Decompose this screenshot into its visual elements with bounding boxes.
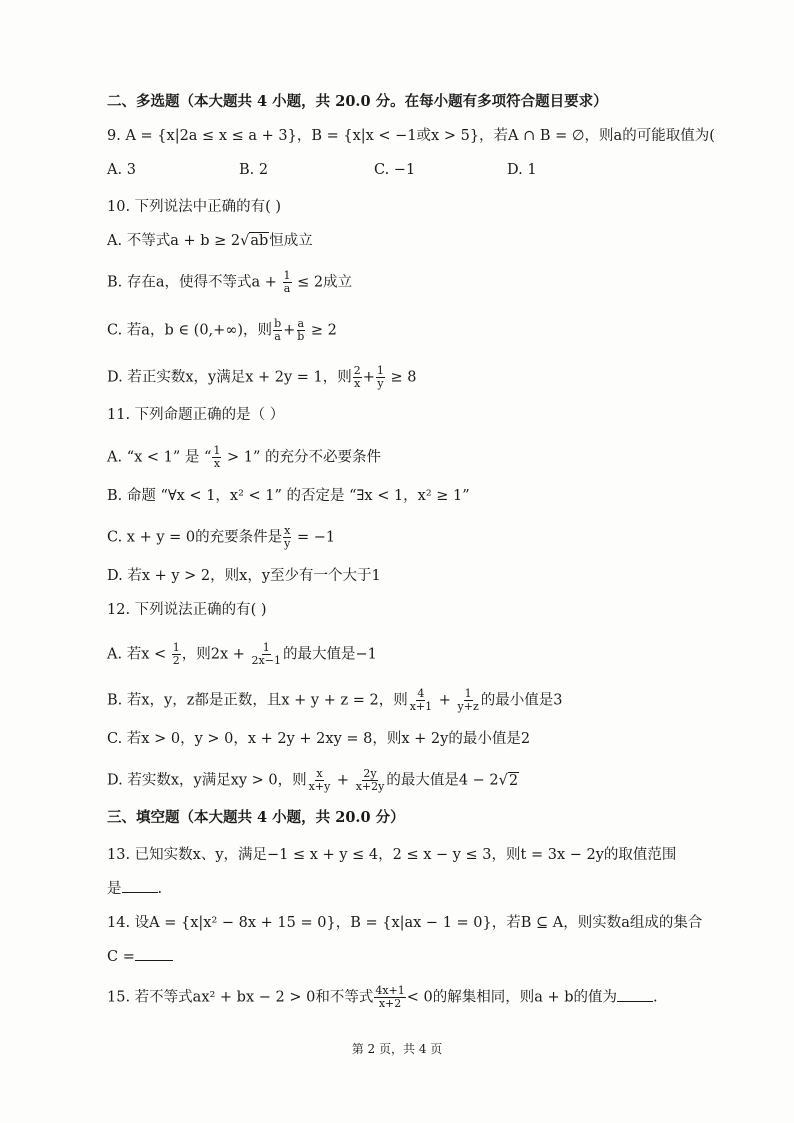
denominator: 2x−1 (251, 654, 281, 667)
denominator: x+1 (409, 700, 433, 713)
denominator: y (284, 537, 291, 550)
option-text: > 1” 的充分不必要条件 (227, 449, 382, 466)
denominator: a (283, 282, 291, 295)
fraction (172, 642, 181, 667)
question-text: < 0的解集相同，则a + b的值为 (406, 989, 618, 1006)
denominator: x (354, 377, 361, 390)
answer-prefix: 是 (107, 881, 122, 897)
option-text: C. 若a，b ∈ (0,+∞)，则 (107, 322, 273, 339)
fraction (283, 525, 291, 550)
option-text: C. x + y = 0的充要条件是 (107, 529, 283, 546)
option-text: 的最大值是4 − 2 (386, 772, 499, 789)
option-text: D. 若正实数x，y满足x + 2y = 1，则 (107, 369, 352, 386)
set-b-condition: B = {x|x < −1或x > 5}，若A ∩ B = ∅，则a的可能取值为( (311, 128, 715, 144)
denominator: y+z (457, 700, 479, 713)
question-10-option-d (107, 365, 417, 390)
answer-blank[interactable] (617, 987, 653, 1002)
option-text: A. “x < 1” 是 “ (107, 449, 212, 466)
question-11-option-b: B. 命题 “∀x < 1，x² < 1” 的否定是 “∃x < 1，x² ≥ 1” (107, 488, 470, 504)
section-3-title: 三、填空题（本大题共 4 小题，共 20.0 分） (107, 809, 405, 826)
fraction (251, 642, 282, 667)
plus-sign: + (336, 772, 350, 789)
question-13-line-1: 13. 已知实数x、y，满足−1 ≤ x + y ≤ 4，2 ≤ x − y ≤ 3，则t = 3x − 2y的取值范围 (107, 847, 677, 863)
option-text: ，则2x + (181, 646, 245, 663)
question-11-option-c (107, 525, 335, 550)
answer-prefix: C = (107, 949, 135, 965)
question-10-option-b (107, 270, 352, 295)
fraction (353, 365, 362, 390)
option-text: 的最小值是3 (480, 692, 563, 709)
option-text: 恒成立 (269, 233, 313, 249)
numerator: a (297, 317, 305, 330)
question-12-option-c: C. 若x > 0，y > 0，x + 2y + 2xy = 8，则x + 2y的最小值是2 (107, 731, 531, 747)
option-text: B. 若x，y，z都是正数，且x + y + z = 2，则 (107, 692, 408, 709)
question-10-title: 10. 下列说法中正确的有( ) (107, 199, 282, 215)
option-text: ≥ 2 (310, 322, 337, 339)
fraction (355, 768, 386, 793)
period: . (157, 881, 163, 897)
period: . (653, 989, 658, 1006)
option-text: A. 若x < (107, 646, 167, 663)
numerator: 1 (464, 687, 472, 700)
denominator: y (377, 377, 384, 390)
denominator: x+2 (378, 997, 402, 1010)
denominator: x+2y (355, 780, 385, 793)
question-10-option-c (107, 318, 337, 343)
option-d: D. 1 (507, 162, 537, 178)
square-root: 2 (508, 772, 519, 789)
numerator: 1 (283, 269, 291, 282)
numerator: 1 (262, 641, 270, 654)
question-12-option-a (107, 642, 377, 667)
numerator: 4x+1 (375, 984, 405, 997)
option-text: = −1 (296, 529, 336, 546)
question-12-option-d: D. 若实数x，y满足xy > 0，则 $\frac{x}{x+y}$ + $\frac{2y}{x+2y}$ 的最大值是4 − 2√2 (107, 767, 519, 793)
numerator: 2 (353, 364, 361, 377)
numerator: x (316, 767, 323, 780)
numerator: x (284, 524, 291, 537)
question-10-option-a: A. 不等式a + b ≥ 2√ab恒成立 (107, 233, 313, 249)
numerator: 1 (376, 364, 384, 377)
fraction (308, 768, 332, 793)
question-9-stem (107, 126, 715, 146)
numerator: 1 (213, 444, 221, 457)
option-text: A. 不等式a + b ≥ 2 (107, 233, 241, 249)
question-9-options (107, 160, 627, 180)
denominator: b (297, 330, 305, 343)
option-text: ≥ 8 (390, 369, 417, 386)
answer-blank[interactable] (135, 946, 173, 961)
question-12-option-b (107, 688, 562, 713)
answer-blank[interactable] (122, 878, 158, 893)
fraction (457, 688, 480, 713)
plus-sign: + (438, 692, 451, 709)
question-number: 9. (107, 128, 121, 144)
question-11-option-a (107, 445, 381, 470)
fraction (409, 688, 433, 713)
denominator: 2 (172, 654, 180, 667)
question-12-title: 12. 下列说法正确的有( ) (107, 602, 267, 618)
question-14-line-1: 14. 设A = {x|x² − 8x + 15 = 0}，B = {x|ax − 1 = 0}，若B ⊆ A，则实数a组成的集合 (107, 915, 703, 931)
fraction (374, 985, 405, 1010)
question-text: 15. 若不等式ax² + bx − 2 > 0和不等式 (107, 989, 374, 1006)
question-11-title: 11. 下列命题正确的是（ ） (107, 407, 285, 423)
denominator: x (213, 457, 221, 470)
question-11-option-d: D. 若x + y > 2，则x，y至少有一个大于1 (107, 568, 381, 584)
fraction (212, 445, 221, 470)
square-root: ab (250, 233, 269, 249)
fraction (283, 270, 292, 295)
question-13-line-2 (107, 878, 162, 899)
page-footer: 第 2 页，共 4 页 (351, 1042, 443, 1056)
numerator: 4 (417, 687, 425, 700)
numerator: 2y (363, 767, 377, 780)
option-text: B. 存在a，使得不等式a + (107, 274, 277, 291)
plus-sign: + (362, 369, 375, 386)
numerator: 1 (172, 641, 180, 654)
fraction (273, 318, 282, 343)
denominator: a (274, 330, 281, 343)
section-2-title: 二、多选题（本大题共 4 小题，共 20.0 分。在每小题有多项符合题目要求） (107, 93, 608, 110)
option-a: A. 3 (107, 162, 136, 178)
option-text: ≤ 2成立 (297, 274, 353, 291)
option-c: C. −1 (374, 162, 416, 178)
numerator: b (274, 317, 282, 330)
plus-sign: + (283, 322, 296, 339)
denominator: x+y (308, 780, 331, 793)
question-15 (107, 985, 658, 1010)
option-text: D. 若实数x，y满足xy > 0，则 (107, 772, 307, 789)
set-a-definition: A = {x|2a ≤ x ≤ a + 3}， (125, 128, 312, 144)
fraction (296, 318, 305, 343)
question-14-line-2 (107, 946, 173, 967)
option-b: B. 2 (239, 162, 269, 178)
fraction (376, 365, 385, 390)
option-text: 的最大值是−1 (282, 646, 377, 663)
